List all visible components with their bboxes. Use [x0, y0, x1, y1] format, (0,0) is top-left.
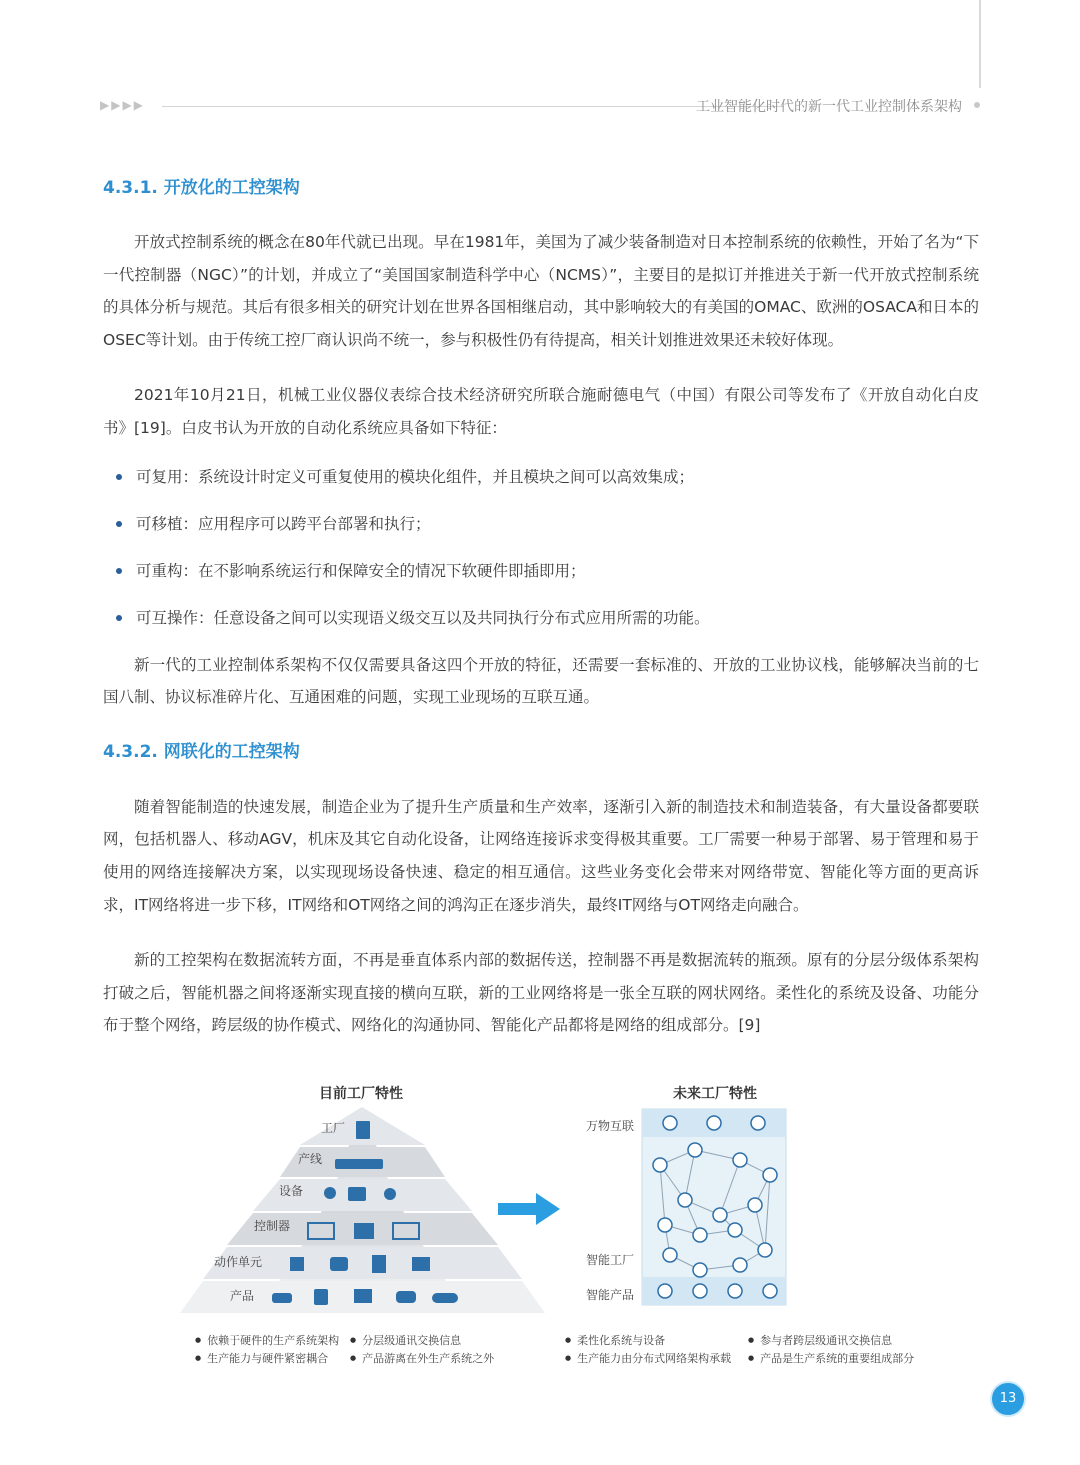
list-item — [103, 461, 979, 493]
motor-icon — [330, 1257, 348, 1271]
pump-icon — [412, 1257, 430, 1271]
factory-icon — [356, 1121, 370, 1139]
list-item — [103, 602, 979, 634]
left-note: ● 生产能力与硬件紧密耦合 — [195, 1350, 328, 1366]
figure-graphic — [180, 1105, 920, 1345]
pyramid-level-controller: 控制器 — [254, 1219, 291, 1233]
paragraph: 新的工控架构在数据流转方面，不再是垂直体系内部的数据传送，控制器不再是数据流转的瓶颈。原有的分层分级体系架构打破之后，智能机器之间将逐渐实现直接的横向互联，新的工业网络将是一张全互联的网状网络。柔性化的系统及设备、功能分布于整个网络，跨层级的协作模式、网络化的沟通协同、智能化产品都将是网络的组成部分。[9] — [103, 951, 979, 1035]
left-note: ● 依赖于硬件的生产系统架构 — [195, 1332, 339, 1348]
mesh-network — [642, 1109, 786, 1305]
section-heading-networked-architecture: 4.3.2. 网联化的工控架构 — [103, 741, 300, 762]
top-vertical-rule — [979, 0, 981, 88]
pyramid-level-product: 产品 — [230, 1289, 255, 1303]
pyramid-level-factory: 工厂 — [321, 1121, 346, 1135]
list-item-text: 可移植：应用程序可以跨平台部署和执行； — [136, 514, 431, 533]
mesh-label-smart-product: 智能产品 — [586, 1288, 635, 1302]
header-divider — [162, 106, 784, 107]
paragraph: 开放式控制系统的概念在80年代就已出现。早在1981年，美国为了减少装备制造对日本控制系统的依赖性，开始了名为“下一代控制器（NGC）”的计划，并成立了“美国国家制造科学中心（NCMS）”，主要目的是拟订并推进关于新一代开放式控制系统的具体分析与规范。其后有很多相关的研究计划在世界各国相继启动，其中影响较大的有美国的OMAC、欧洲的OSACA和日本的OSEC等计划。由于传统工控厂商认识尚不统一，参与积极性仍有待提高，相关计划推进效果还未较好体现。 — [103, 233, 979, 349]
section-heading-open-architecture: 4.3.1. 开放化的工控架构 — [103, 178, 300, 198]
paragraph: 新一代的工业控制体系架构不仅仅需要具备这四个开放的特征，还需要一套标准的、开放的工业协议栈，能够解决当前的七国八制、协议标准碎片化、互通困难的问题，实现工业现场的互联互通。 — [103, 655, 979, 707]
washer-icon — [314, 1289, 328, 1305]
right-note: ● 柔性化系统与设备 — [565, 1332, 665, 1348]
left-note: ● 产品游离在外生产系统之外 — [350, 1350, 494, 1366]
mesh-label-smart-factory: 智能工厂 — [586, 1253, 635, 1267]
computer-icon — [354, 1223, 374, 1239]
line-icon — [335, 1159, 383, 1169]
transition-arrow-icon — [498, 1193, 560, 1225]
header-dot-icon — [974, 102, 980, 108]
left-note: ● 分层级通讯交换信息 — [350, 1332, 461, 1348]
tractor-icon — [272, 1293, 292, 1303]
monitor-icon — [354, 1289, 372, 1303]
meter-icon — [372, 1255, 386, 1273]
right-figure-title: 未来工厂特性 — [673, 1086, 757, 1102]
list-item-text: 可互操作：任意设备之间可以实现语义级交互以及共同执行分布式应用所需的功能。 — [136, 608, 710, 627]
pyramid-level-line: 产线 — [298, 1152, 323, 1166]
page-header — [100, 96, 980, 116]
bullet-icon — [116, 521, 122, 527]
engine-icon — [396, 1291, 416, 1303]
bullet-icon — [116, 615, 122, 621]
list-item-text: 可重构：在不影响系统运行和保障安全的情况下软硬件即插即用； — [136, 561, 586, 580]
running-title: 工业智能化时代的新一代工业控制体系架构 — [696, 99, 962, 115]
valve-icon — [290, 1257, 304, 1271]
feature-list — [103, 461, 979, 634]
pyramid-level-action-unit: 动作单元 — [214, 1255, 263, 1269]
bullet-icon — [116, 474, 122, 480]
header-arrows-icon: ▶▶▶▶ — [100, 98, 145, 112]
page-number: 13 — [990, 1381, 1026, 1417]
factory-comparison-figure — [180, 1075, 920, 1375]
robot-icon — [348, 1187, 366, 1201]
article-body — [103, 172, 979, 1042]
cog-icon — [384, 1188, 396, 1200]
list-item — [103, 555, 979, 587]
right-note: ● 生产能力由分布式网络架构承载 — [565, 1350, 731, 1366]
left-figure-title: 目前工厂特性 — [319, 1086, 403, 1102]
paragraph: 2021年10月21日，机械工业仪器仪表综合技术经济研究所联合施耐德电气（中国）有限公司等发布了《开放自动化白皮书》[19]。白皮书认为开放的自动化系统应具备如下特征： — [103, 386, 979, 437]
paragraph: 随着智能制造的快速发展，制造企业为了提升生产质量和生产效率，逐渐引入新的制造技术和制造装备，有大量设备都要联网，包括机器人、移动AGV，机床及其它自动化设备，让网络连接诉求变得极其重要。工厂需要一种易于部署、易于管理和易于使用的网络连接解决方案，以实现现场设备快速、稳定的相互通信。这些业务变化会带来对网络带宽、智能化等方面的更高诉求，IT网络将进一步下移，IT网络和OT网络之间的鸿沟正在逐步消失，最终IT网络与OT网络走向融合。 — [103, 797, 979, 914]
car-icon — [432, 1293, 458, 1303]
pyramid-level-equipment: 设备 — [279, 1184, 304, 1198]
bullet-icon — [116, 568, 122, 574]
mesh-label-iot: 万物互联 — [586, 1119, 635, 1133]
list-item-text: 可复用：系统设计时定义可重复使用的模块化组件，并且模块之间可以高效集成； — [136, 467, 695, 486]
right-note: ● 参与者跨层级通讯交换信息 — [748, 1332, 892, 1348]
right-note: ● 产品是生产系统的重要组成部分 — [748, 1350, 914, 1366]
gear-icon — [324, 1187, 336, 1199]
list-item — [103, 508, 979, 540]
